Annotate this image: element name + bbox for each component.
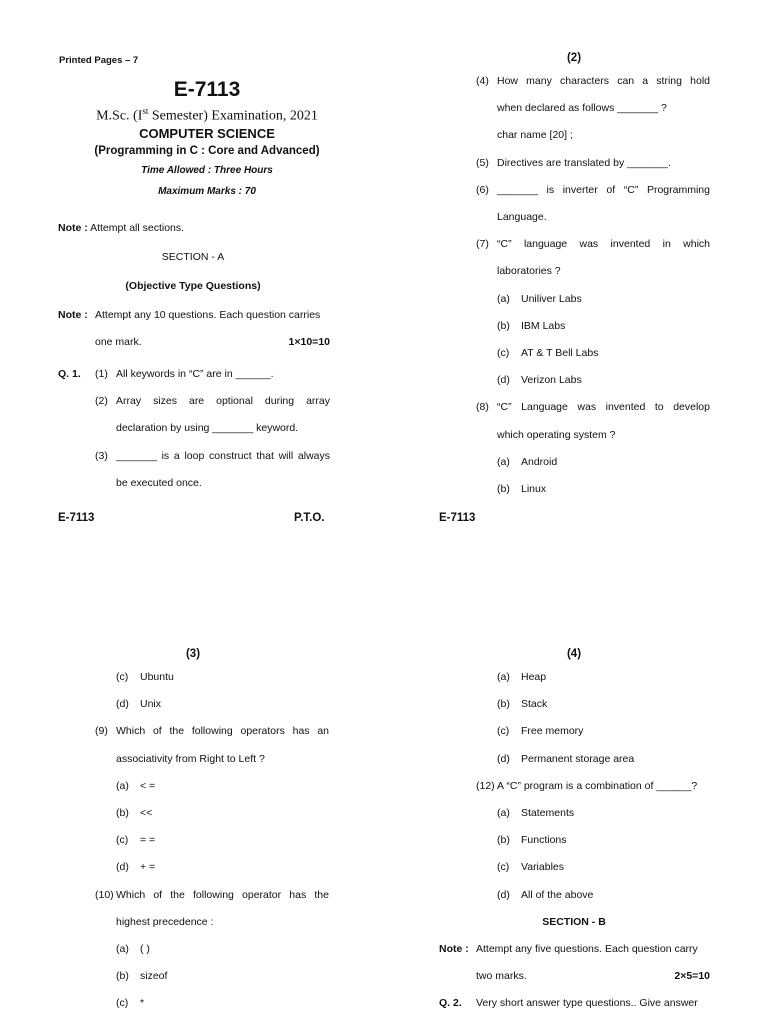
q12-option <box>476 882 710 909</box>
q7-line2: laboratories ? <box>497 265 561 278</box>
exam-title <box>58 106 356 125</box>
page2-number: (2) <box>566 52 582 64</box>
q9-option <box>95 800 329 827</box>
q8-option <box>476 449 710 476</box>
option-letter: (a) <box>497 671 510 683</box>
option-text: Linux <box>521 483 547 496</box>
option-letter: (c) <box>116 671 129 683</box>
question-1-block <box>58 361 330 497</box>
q10-option <box>95 990 329 1017</box>
option-letter: (d) <box>497 374 510 387</box>
q7-num: (7) <box>476 238 489 251</box>
option-letter: (b) <box>497 483 510 496</box>
q8-line1: “C” Language was invented to develop <box>497 401 710 414</box>
option-letter: (c) <box>116 834 129 847</box>
q7-option <box>476 313 710 340</box>
q8-line2: which operating system ? <box>497 428 616 441</box>
option-letter: (c) <box>497 347 510 360</box>
option-letter: (b) <box>116 807 129 820</box>
option-text: IBM Labs <box>521 319 566 332</box>
option-text: AT & T Bell Labs <box>521 347 599 360</box>
option-letter: (a) <box>116 779 129 792</box>
option-letter: (a) <box>497 455 510 468</box>
option-letter: (a) <box>497 292 510 305</box>
note-section-a <box>58 302 330 356</box>
page1-footer-pto: P.T.O. <box>294 512 325 524</box>
option-letter: (d) <box>116 698 129 711</box>
option-text: < = <box>140 779 156 792</box>
q1-1-text: All keywords in “C” are in ______. <box>116 368 274 380</box>
paper-title: (Programming in C : Core and Advanced) <box>94 145 320 157</box>
option-letter: (c) <box>497 725 510 738</box>
option-text: << <box>140 807 153 820</box>
option-text: + = <box>140 861 156 874</box>
note-b-line2: two marks. <box>476 970 527 983</box>
q4-line2: when declared as follows _______ ? <box>497 102 667 115</box>
option-text: Unix <box>140 698 162 711</box>
subject-title: COMPUTER SCIENCE <box>139 126 275 141</box>
option-text: = = <box>140 834 156 847</box>
page2-footer-code: E-7113 <box>439 512 476 524</box>
q1-3-line1: _______ is a loop construct that will always <box>116 449 330 462</box>
q5-num: (5) <box>476 156 489 169</box>
q12-option <box>476 827 710 854</box>
q9-line2: associativity from Right to Left ? <box>116 752 265 765</box>
q4-line3: char name [20] ; <box>497 129 573 142</box>
page3-number: (3) <box>185 648 201 660</box>
q12-num: (12) <box>476 779 495 792</box>
note-text: Attempt all sections. <box>90 222 185 234</box>
q1-1-num: (1) <box>95 368 108 380</box>
option-text: Statements <box>521 807 575 820</box>
page1-footer-code: E-7113 <box>58 512 95 524</box>
option-letter: (d) <box>497 752 510 765</box>
q11-option <box>476 664 710 691</box>
option-text: Stack <box>521 698 548 711</box>
q11-option <box>476 746 710 773</box>
q12-option <box>476 854 710 881</box>
q10-option <box>95 936 329 963</box>
printed-pages: Printed Pages – 7 <box>59 55 139 66</box>
q9-num: (9) <box>95 725 108 738</box>
page2-content <box>476 68 710 503</box>
maximum-marks: Maximum Marks : 70 <box>158 186 256 197</box>
exam-title-post: Semester) Examination, 2021 <box>148 108 318 124</box>
page3-content <box>95 664 329 1018</box>
q6-line2: Language. <box>497 211 547 224</box>
option-text: Permanent storage area <box>521 752 635 765</box>
note-general <box>58 215 184 242</box>
page4-number: (4) <box>566 648 582 660</box>
paper-code: E-7113 <box>173 78 241 101</box>
option-text: sizeof <box>140 970 168 983</box>
q10-option <box>95 963 329 990</box>
q1-2-line1: Array sizes are optional during array <box>116 395 330 408</box>
time-allowed: Time Allowed : Three Hours <box>141 165 273 176</box>
q1-label: Q. 1. <box>58 368 81 380</box>
note-label: Note : <box>58 222 88 234</box>
option-letter: (b) <box>497 834 510 847</box>
option-text: Uniliver Labs <box>521 292 582 305</box>
q8-option <box>95 664 329 691</box>
option-letter: (b) <box>116 970 129 983</box>
q11-option <box>476 718 710 745</box>
q5-text: Directives are translated by _______. <box>497 156 671 169</box>
option-letter: (b) <box>497 319 510 332</box>
option-text: Variables <box>521 861 564 874</box>
section-a-subtitle: (Objective Type Questions) <box>125 280 261 292</box>
option-text: ( ) <box>140 943 150 956</box>
option-text: All of the above <box>521 888 594 901</box>
q9-line1: Which of the following operators has an <box>116 725 329 738</box>
q1-3-num: (3) <box>95 449 108 462</box>
q8-num: (8) <box>476 401 489 414</box>
q2-label: Q. 2. <box>439 997 462 1010</box>
q10-line1: Which of the following operator has the <box>116 888 329 901</box>
q7-option <box>476 340 710 367</box>
q8-option <box>476 476 710 503</box>
q1-3-line2: be executed once. <box>116 476 202 489</box>
q7-option <box>476 367 710 394</box>
option-letter: (d) <box>497 888 510 901</box>
q9-option <box>95 854 329 881</box>
q6-num: (6) <box>476 183 489 196</box>
option-letter: (d) <box>116 861 129 874</box>
q8-option <box>95 691 329 718</box>
q10-num: (10) <box>95 888 114 901</box>
q1-2-line2: declaration by using _______ keyword. <box>116 422 299 435</box>
q4-line1: How many characters can a string hold <box>497 75 710 87</box>
section-a-title: SECTION - A <box>161 251 225 263</box>
option-letter: (b) <box>497 698 510 711</box>
option-text: Android <box>521 455 558 468</box>
note-b-marks: 2×5=10 <box>674 970 710 983</box>
note2-line2: one mark. <box>95 336 142 349</box>
page4-content <box>476 664 710 909</box>
option-text: * <box>140 997 145 1010</box>
option-letter: (a) <box>497 807 510 820</box>
q1-2-num: (2) <box>95 395 108 408</box>
q4-num: (4) <box>476 75 489 87</box>
section-b-title: SECTION - B <box>542 916 606 928</box>
q10-line2: highest precedence : <box>116 915 214 928</box>
note2-label: Note : <box>58 309 88 321</box>
q12-text: A “C” program is a combination of ______? <box>497 779 698 792</box>
q2-text: Very short answer type questions.. Give answer <box>476 997 698 1010</box>
q7-option <box>476 286 710 313</box>
q12-option <box>476 800 710 827</box>
q9-option <box>95 827 329 854</box>
q9-option <box>95 773 329 800</box>
note-b-line1: Attempt any five questions. Each question carry <box>476 943 698 955</box>
exam-title-pre: M.Sc. (I <box>96 108 143 124</box>
note2-marks: 1×10=10 <box>288 336 330 349</box>
q6-line1: _______ is inverter of “C” Programming <box>497 183 710 196</box>
option-text: Verizon Labs <box>521 374 582 387</box>
q7-line1: “C” language was invented in which <box>497 238 710 251</box>
note2-line1: Attempt any 10 questions. Each question carries <box>95 309 321 321</box>
option-text: Heap <box>521 671 547 683</box>
option-text: Free memory <box>521 725 584 738</box>
q11-option <box>476 691 710 718</box>
option-letter: (c) <box>116 997 129 1010</box>
note-section-b <box>439 936 710 1018</box>
option-letter: (a) <box>116 943 129 956</box>
option-letter: (c) <box>497 861 510 874</box>
option-text: Ubuntu <box>140 671 174 683</box>
exam-title-sup: st <box>142 106 149 116</box>
option-text: Functions <box>521 834 567 847</box>
note-b-label: Note : <box>439 943 469 955</box>
